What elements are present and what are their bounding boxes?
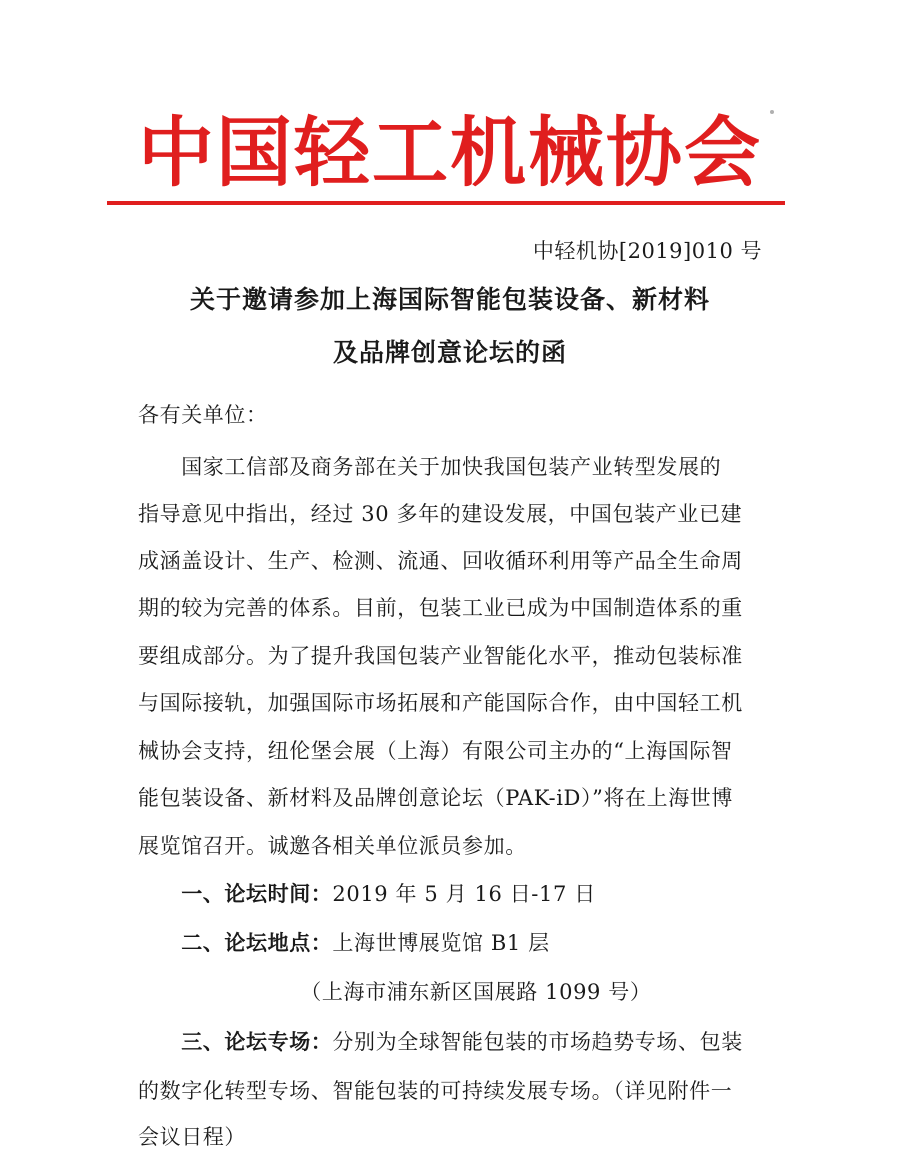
item-forum-time (138, 879, 596, 909)
body-line: 与国际接轨，加强国际市场拓展和产能国际合作，由中国轻工机 (138, 691, 743, 715)
letterhead-red-rule (107, 201, 785, 205)
item-forum-time-label: 一、论坛时间： (138, 882, 333, 906)
item-forum-venue (138, 928, 550, 958)
body-line: 期的较为完善的体系。目前，包装工业已成为中国制造体系的重 (138, 596, 743, 620)
body-line: 能包装设备、新材料及品牌创意论坛（PAK-iD）”将在上海世博 (138, 786, 734, 810)
item-forum-sessions-value: 分别为全球智能包装的市场趋势专场、包装 (332, 1030, 743, 1054)
body-line: 国家工信部及商务部在关于加快我国包装产业转型发展的 (138, 455, 722, 479)
venue-address: （上海市浦东新区国展路 1099 号） (138, 980, 652, 1004)
body-line: 械协会支持，纽伦堡会展（上海）有限公司主办的“上海国际智 (138, 739, 733, 763)
item-forum-sessions-label: 三、论坛专场： (138, 1030, 333, 1054)
body-line: 成涵盖设计、生产、检测、流通、回收循环利用等产品全生命周 (138, 549, 743, 573)
item-forum-venue-label: 二、论坛地点： (138, 931, 333, 955)
document-number: 中轻机协[2019]010 号 (532, 239, 762, 263)
item-forum-time-value: 2019 年 5 月 16 日-17 日 (332, 882, 596, 906)
letterhead-org-name: 中国轻工机械协会 (138, 108, 762, 197)
body-line: 展览馆召开。诚邀各相关单位派员参加。 (138, 834, 527, 858)
body-line: 指导意见中指出，经过 30 多年的建设发展，中国包装产业已建 (138, 502, 743, 526)
salutation: 各有关单位： (138, 403, 268, 427)
item-forum-sessions-cont: 会议日程） (138, 1125, 246, 1149)
item-forum-venue-value: 上海世博展览馆 B1 层 (332, 931, 550, 955)
document-title-line-1: 关于邀请参加上海国际智能包装设备、新材料 (189, 285, 710, 314)
item-forum-sessions-cont: 的数字化转型专场、智能包装的可持续发展专场。（详见附件一 (138, 1079, 733, 1103)
document-title-line-2: 及品牌创意论坛的函 (332, 338, 567, 367)
body-line: 要组成部分。为了提升我国包装产业智能化水平，推动包装标准 (138, 644, 743, 668)
item-forum-sessions (138, 1027, 743, 1057)
